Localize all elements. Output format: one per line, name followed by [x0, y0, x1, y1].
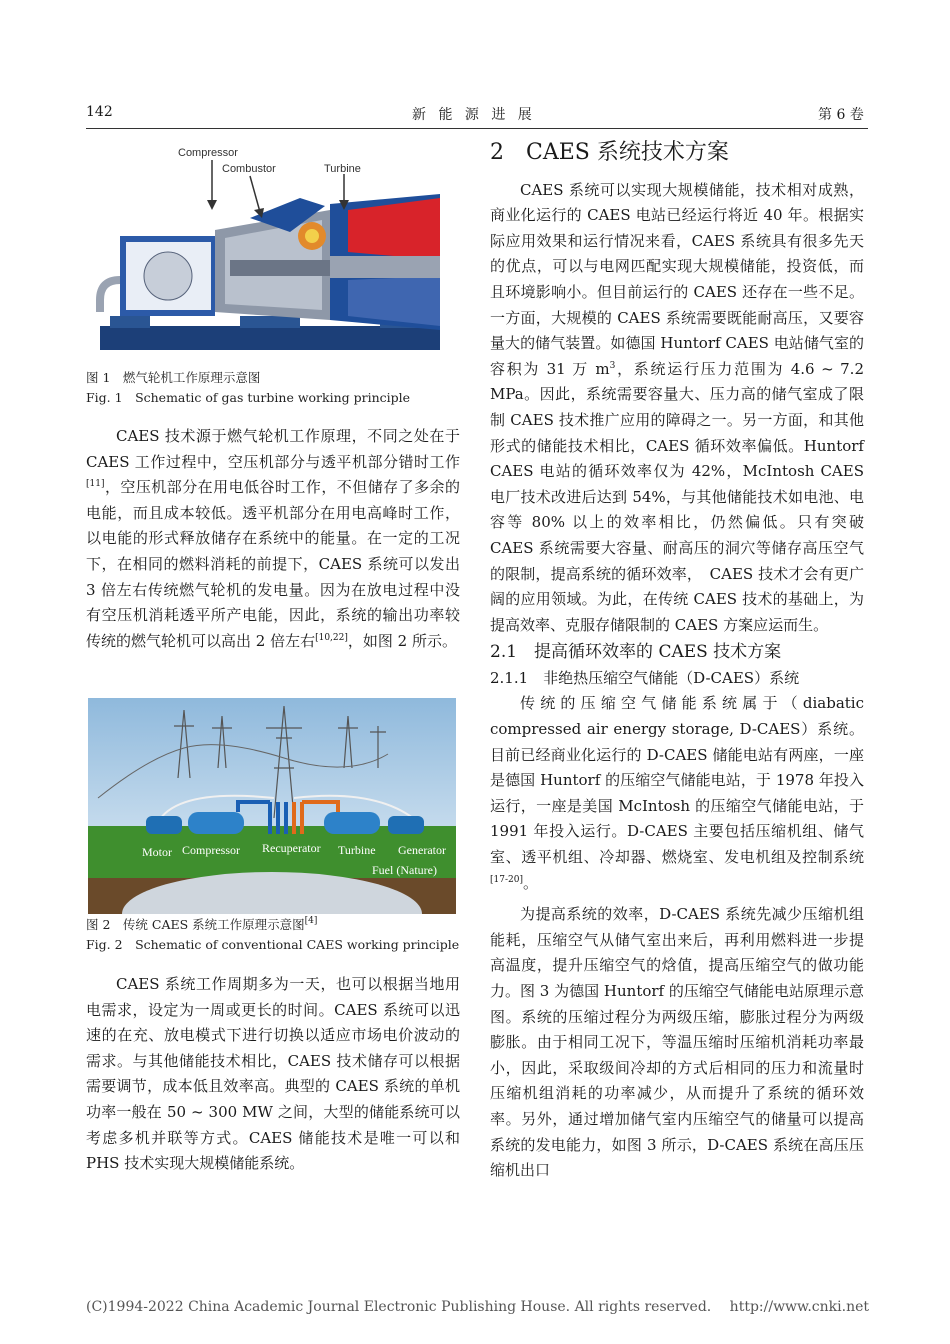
cite-4: [4]	[304, 916, 318, 926]
fig2-label-compressor: Compressor	[182, 843, 240, 857]
fig1-caption-en: Fig. 1 Schematic of gas turbine working principle	[86, 390, 411, 405]
subsubsection-title: 2.1.1 非绝热压缩空气储能（D-CAES）系统	[490, 668, 800, 687]
fig2-label-generator: Generator	[398, 843, 446, 857]
left-paragraph-2: CAES 系统工作周期多为一天，也可以根据当地用电需求，设定为一周或更长的时间。CAES 系统可以迅速的在充、放电模式下进行切换以适应市场电价波动的需求。与其他储能技术相比，CAES 技术储存可以根据需要调节，成本低且效率高。典型的 CAES 系统的单机功率一般在 50 ~ 300 MW 之间，大型的储能系统可以考虑多机并联等方式。CAES 储能技术是唯一可以和 PHS 技术实现大规模储能系统。	[86, 975, 460, 1173]
fig2-caption-cn-text: 图 2 传统 CAES 系统工作原理示意图	[86, 917, 305, 932]
left-text-2	[86, 972, 460, 1177]
fig2-label-fuel: Fuel (Nature)	[372, 863, 437, 877]
gas-turbine-diagram	[90, 140, 470, 368]
fig1-caption-cn: 图 1 燃气轮机工作原理示意图	[86, 370, 261, 385]
right-column	[490, 140, 864, 1184]
superscript-3: 3	[609, 360, 616, 371]
section-title: 2 CAES 系统技术方案	[490, 140, 729, 165]
fig2-caption-en: Fig. 2 Schematic of conventional CAES working principle	[86, 937, 460, 952]
cite-10-22: [10,22]	[315, 632, 348, 643]
left-p1-c: ，如图 2 所示。	[347, 631, 457, 650]
left-text-1	[86, 424, 460, 654]
figure-2	[88, 698, 456, 914]
right-p2-b: 。	[522, 873, 538, 892]
right-p2-a: 传统的压缩空气储能系统属于（diabatic compressed air energy storage, D-CAES）系统。目前已经商业化运行的 D-CAES 储能电站有两座，一座是德国 Huntorf 的压缩空气储能电站，于 1978 年投入运行，一座是美国 McIntosh 的压缩空气储能电站，于 1991 年投入运行。D-CAES 主要包括压缩机组、储气室、透平机组、冷却器、燃烧室、发电机组及控制系统	[490, 694, 864, 867]
caes-system-diagram	[88, 698, 456, 914]
figure-1	[90, 140, 470, 368]
copyright-footer: (C)1994-2022 China Academic Journal Electronic Publishing House. All rights reserved. http://www.cnki.net	[86, 1299, 870, 1315]
left-p1-a: CAES 技术源于燃气轮机工作原理，不同之处在于 CAES 工作过程中，空压机部分与透平机部分错时工作	[86, 427, 460, 471]
cite-11: [11]	[86, 479, 105, 490]
header-rule	[86, 128, 868, 129]
right-paragraph-1	[490, 178, 864, 639]
volume-label: 第 6 卷	[818, 107, 864, 123]
fig2-label-turbine: Turbine	[338, 843, 376, 857]
left-p1-b: ，空压机部分在用电低谷时工作，不但储存了多余的电能，而且成本较低。透平机部分在用电高峰时工作，以电能的形式释放储存在系统中的能量。在一定的工况下，在相同的燃料消耗的前提下，CAES 系统可以发出 3 倍左右传统燃气轮机的发电量。因为在放电过程中没有空压机消耗透平所产电能，因此，系统的输出功率较传统的燃气轮机可以高出 2 倍左右	[86, 478, 460, 650]
fig1-label-turbine: Turbine	[324, 163, 361, 175]
fig1-label-compressor: Compressor	[178, 147, 238, 159]
fig2-label-motor: Motor	[142, 845, 172, 859]
cite-17-20: [17-20]	[490, 874, 523, 885]
page-number: 142	[86, 104, 113, 120]
right-p1-a: CAES 系统可以实现大规模储能，技术相对成熟，商业化运行的 CAES 电站已经运行将近 40 年。根据实际应用效果和运行情况来看，CAES 系统具有很多先天的优点，可以与电网匹配实现大规模储能，投资低，而且环境影响小。但目前运行的 CAES 还存在一些不足。一方面，大规模的 CAES 系统需要既能耐高压，又要容量大的储气装置。如德国 Huntorf CAES 电站储气室的容积为 31 万 m	[490, 180, 864, 378]
fig2-label-recuperator: Recuperator	[262, 841, 321, 855]
journal-title: 新 能 源 进 展	[412, 107, 536, 123]
fig1-label-combustor: Combustor	[222, 163, 276, 175]
right-p1-b: ，系统运行压力范围为 4.6 ~ 7.2 MPa。因此，系统需要容量大、压力高的储气室成了限制 CAES 技术推广应用的障碍之一。另一方面，和其他形式的储能技术相比，CAES 循环效率偏低。Huntorf CAES 电站的循环效率仅为 42%，McIntosh CAES 电厂技术改进后达到 54%，与其他储能技术如电池、电容等 80% 以上的效率相比，仍然偏低。只有突破 CAES 系统需要大容量、耐高压的洞穴等储存高压空气的限制，提高系统的循环效率， CAES 技术才会有更广阔的应用领域。为此，在传统 CAES 技术的基础上，为提高效率、克服存储限制的 CAES 方案应运而生。	[490, 359, 864, 634]
left-paragraph-1	[86, 424, 460, 654]
fig2-caption-cn	[86, 915, 317, 935]
right-paragraph-2	[490, 691, 864, 896]
subsection-title: 2.1 提高循环效率的 CAES 技术方案	[490, 642, 782, 663]
right-paragraph-3: 为提高系统的效率，D-CAES 系统先减少压缩机组能耗，压缩空气从储气室出来后，再利用燃料进一步提高温度，提升压缩空气的焓值，提高压缩空气的做功能力。图 3 为德国 Huntorf 的压缩空气储能电站原理示意图。系统的压缩过程分为两级压缩，膨胀过程分为两级膨胀。由于相同工况下，等温压缩时压缩机消耗功率最小，因此，采取级间冷却的方式后相同的压力和流量时压缩机组消耗的功率减少，从而提升了系统的循环效率。另外，通过增加储气室内压缩空气的储量可以提高系统的发电能力，如图 3 所示，D-CAES 系统在高压压缩机出口	[490, 905, 864, 1180]
